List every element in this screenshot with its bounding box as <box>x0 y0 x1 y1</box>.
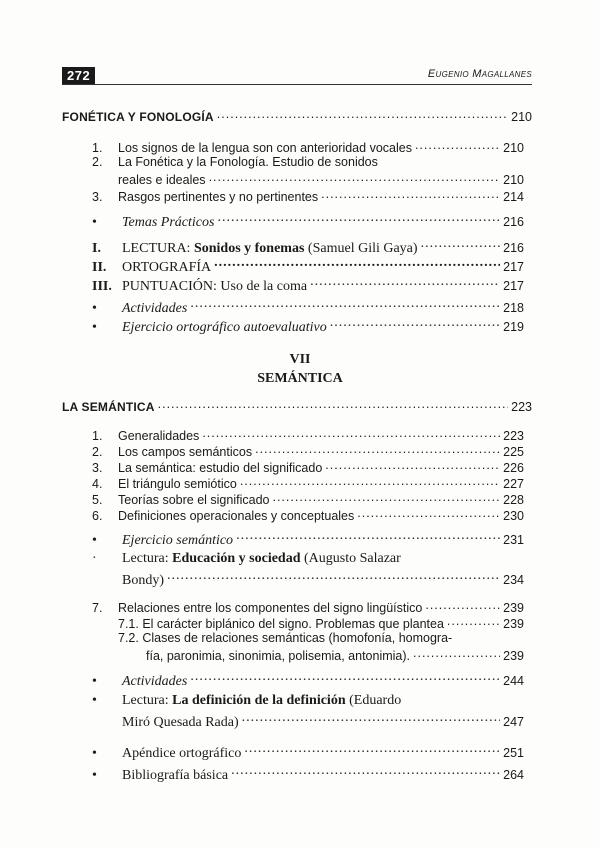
bullet-icon: · <box>92 551 97 566</box>
toc-entry: 4. El triángulo semiótico ..... 227 <box>92 475 524 491</box>
toc-entry: 6. Definiciones operacionales y conceptuales ..... 230 <box>92 507 524 523</box>
bullet-icon: • <box>92 768 97 783</box>
running-header <box>62 62 532 84</box>
page-number: 272 <box>62 67 95 84</box>
bullet-icon: • <box>92 301 97 316</box>
bullet-icon: • <box>92 215 97 230</box>
toc-entry: 3. Rasgos pertinentes y no pertinentes ..... 214 <box>92 188 524 204</box>
entry-text: La Fonética y la Fonología. Estudio de sonidos <box>118 155 378 169</box>
page-ref: 214 <box>503 189 524 204</box>
toc-section-semantica <box>62 398 532 414</box>
section-title: LA SEMÁNTICA <box>62 399 155 414</box>
running-author: Eugenio Magallanes <box>427 68 532 80</box>
toc-entry-bibliografia: • Bibliografía básica ..... 264 <box>92 765 524 784</box>
chapter-numeral: VII <box>289 352 311 367</box>
bullet-icon: • <box>92 320 97 335</box>
header-rule <box>62 84 532 85</box>
toc-entry-cont <box>118 171 524 187</box>
toc-entry: 3. La semántica: estudio del significado ..... 226 <box>92 459 524 475</box>
entry-text: Los signos de la lengua son con anterioridad vocales <box>118 140 412 155</box>
toc-entry: 7. Relaciones entre los componentes del signo lingüístico ..... 239 <box>92 599 524 615</box>
toc-entry-apendice: • Apéndice ortográfico ..... 251 <box>92 743 524 762</box>
toc-entry-ejercicio-semantico: • Ejercicio semántico ..... 231 <box>92 530 524 549</box>
page-ref: 210 <box>503 140 524 155</box>
toc-entry-actividades: • Actividades ..... 218 <box>92 298 524 317</box>
toc-subentry-cont: fía, paronimia, sinonimia, polisemia, antonimia). ..... 239 <box>146 647 524 663</box>
entry-text: Rasgos pertinentes y no pertinentes <box>118 189 319 204</box>
toc-entry-lectura2-cont: Miró Quesada Rada) ..... 247 <box>122 712 524 731</box>
toc-entry-lectura: · Lectura: Educación y sociedad (Augusto Salazar <box>92 551 401 566</box>
bullet-icon: • <box>92 746 97 761</box>
toc-entry-puntuacion: III. PUNTUACIÓN: Uso de la coma ..... 217 <box>92 276 524 295</box>
section-title: FONÉTICA Y FONOLOGÍA <box>62 109 214 124</box>
chapter-title: SEMÁNTICA <box>257 371 343 386</box>
leader-dots <box>217 108 508 121</box>
toc-entry-lectura-cont: Bondy) ..... 234 <box>122 570 524 589</box>
toc-entry: 2. La Fonética y la Fonología. Estudio de sonidos <box>92 155 378 169</box>
page-ref: 210 <box>503 172 524 187</box>
page-ref: 210 <box>511 109 532 124</box>
toc-entry: 5. Teorías sobre el significado ..... 228 <box>92 491 524 507</box>
toc-entry-lectura2: • Lectura: La definición de la definición (Eduardo <box>92 693 402 708</box>
toc-entry-ejercicio: • Ejercicio ortográfico autoevaluativo ..... 219 <box>92 317 524 336</box>
toc-entry: 1. Generalidades ..... 223 <box>92 427 524 443</box>
toc-subentry: 7.1. El carácter biplánico del signo. Problemas que plantea ..... 239 <box>118 615 524 631</box>
toc-entry: 1. Los signos de la lengua son con anterioridad vocales ..... 210 <box>92 139 524 155</box>
page-ref: 223 <box>511 399 532 414</box>
bullet-icon: • <box>92 693 97 708</box>
entry-text: reales e ideales <box>118 172 206 187</box>
toc-entry: 2. Los campos semánticos ..... 225 <box>92 443 524 459</box>
toc-entry-actividades: • Actividades ..... 244 <box>92 671 524 690</box>
bullet-icon: • <box>92 674 97 689</box>
bullet-icon: • <box>92 533 97 548</box>
toc-section-fonetica <box>62 108 532 124</box>
toc-entry-temas: • Temas Prácticos ..... 216 <box>92 212 524 231</box>
toc-subentry: 7.2. Clases de relaciones semánticas (homofonía, homogra- <box>118 631 453 645</box>
toc-entry-lectura: I. LECTURA: Sonidos y fonemas (Samuel Gili Gaya) ..... 216 <box>92 238 524 257</box>
toc-entry-ortografia: II. ORTOGRAFÍA ..... 217 <box>92 257 524 276</box>
